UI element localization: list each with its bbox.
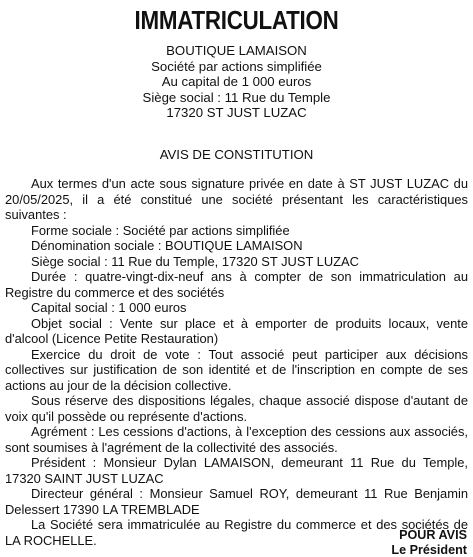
notice-body: [5, 176, 468, 548]
signature-block: [391, 528, 467, 557]
company-capital: Au capital de 1 000 euros: [161, 74, 312, 90]
notice-title: AVIS DE CONSTITUTION: [159, 147, 314, 162]
notice-paragraph-purpose: Objet social : Vente sur place et à emporter de produits locaux, vente d'alcool (Licence Petite Restauration): [5, 315, 468, 346]
notice-paragraph-legal-form: Forme sociale : Société par actions simplifiée: [31, 222, 290, 238]
notice-paragraph-capital: Capital social : 1 000 euros: [31, 300, 187, 315]
notice-category-title: IMMATRICULATION: [134, 5, 339, 35]
company-city: 17320 ST JUST LUZAC: [166, 105, 307, 121]
company-header: [0, 43, 473, 121]
notice-paragraph-voting-rights: Exercice du droit de vote : Tout associé peut participer aux décisions collectives sur justification de son identité et de l'inscription en compte de ses actions au jour de la décision collective.: [5, 346, 468, 393]
company-legal-form: Société par actions simplifiée: [151, 58, 322, 74]
signature-line-pour-avis: POUR AVIS: [399, 528, 467, 542]
signature-line-president: Le Président: [391, 542, 467, 557]
notice-paragraph-voting-reserve: Sous réserve des dispositions légales, chaque associé dispose d'autant de voix qu'il possède ou représente d'actions.: [5, 393, 468, 424]
notice-paragraph-president: Président : Monsieur Dylan LAMAISON, demeurant 11 Rue du Temple, 17320 SAINT JUST LUZAC: [5, 455, 468, 486]
notice-paragraph-registration: La Société sera immatriculée au Registre du commerce et des sociétés de LA ROCHELLE.: [5, 517, 468, 548]
notice-paragraph-managing-director: Directeur général : Monsieur Samuel ROY, demeurant 11 Rue Benjamin Delessert 17390 LA TREMBLADE: [5, 486, 468, 517]
company-seat: Siège social : 11 Rue du Temple: [142, 89, 331, 105]
notice-paragraph-duration: Durée : quatre-vingt-dix-neuf ans à compter de son immatriculation au Registre du commerce et des sociétés: [5, 269, 468, 300]
notice-paragraph-denomination: Dénomination sociale : BOUTIQUE LAMAISON: [31, 238, 303, 253]
notice-paragraph-intro: Aux termes d'un acte sous signature privée en date à ST JUST LUZAC du 20/05/2025, il a été constitué une société présentant les caractéristiques suivantes :: [5, 176, 468, 222]
company-name: BOUTIQUE LAMAISON: [166, 43, 307, 58]
notice-paragraph-approval: Agrément : Les cessions d'actions, à l'exception des cessions aux associés, sont soumises à l'agrément de la collectivité des associés.: [5, 424, 468, 455]
notice-paragraph-seat: Siège social : 11 Rue du Temple, 17320 ST JUST LUZAC: [31, 253, 359, 269]
